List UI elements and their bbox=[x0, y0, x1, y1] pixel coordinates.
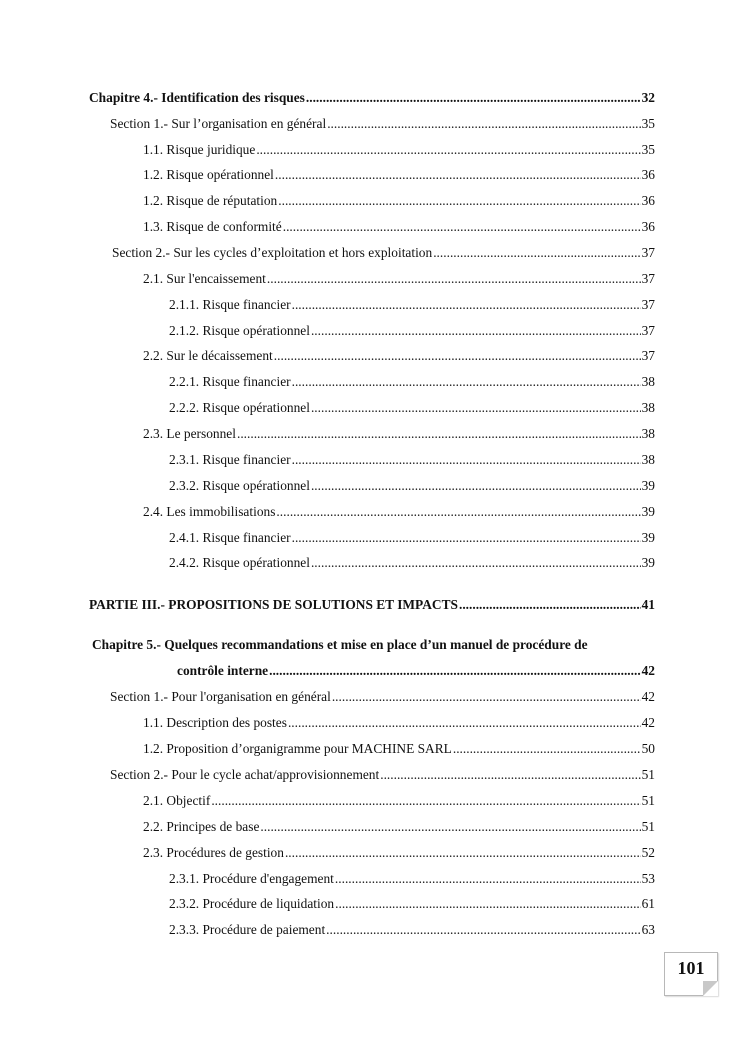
toc-entry-page: 39 bbox=[641, 555, 655, 570]
toc-leader-dots bbox=[459, 597, 641, 613]
toc-entry-subsection[interactable] bbox=[143, 271, 655, 287]
toc-leader-dots bbox=[274, 348, 641, 364]
toc-entry-chapter[interactable] bbox=[89, 90, 655, 106]
page-number-box bbox=[664, 952, 718, 996]
toc-entry-page: 39 bbox=[641, 478, 655, 493]
toc-entry-title: 1.3. Risque de conformité bbox=[143, 219, 282, 234]
toc-leader-dots bbox=[292, 452, 641, 468]
toc-leader-dots bbox=[335, 896, 640, 912]
toc-entry-title: Section 1.- Pour l'organisation en général bbox=[110, 689, 331, 704]
toc-leader-dots bbox=[433, 245, 640, 261]
toc-leader-dots bbox=[256, 142, 640, 158]
toc-entry-page: 36 bbox=[641, 193, 655, 208]
toc-entry-subsubsection[interactable] bbox=[169, 374, 655, 390]
toc-entry-page: 63 bbox=[641, 922, 655, 937]
toc-entry-subsection[interactable] bbox=[143, 219, 655, 235]
toc-entry-page: 51 bbox=[641, 767, 655, 782]
toc-entry-page: 42 bbox=[641, 663, 655, 678]
toc-entry-title: 1.2. Risque de réputation bbox=[143, 193, 278, 208]
toc-entry-page: 42 bbox=[641, 689, 655, 704]
toc-leader-dots bbox=[278, 193, 640, 209]
toc-leader-dots bbox=[267, 271, 641, 287]
toc-entry-page: 38 bbox=[641, 374, 655, 389]
toc-entry-title: 2.4.2. Risque opérationnel bbox=[169, 555, 310, 570]
toc-entry-page: 35 bbox=[641, 116, 655, 131]
toc-entry-page: 50 bbox=[641, 741, 655, 756]
toc-leader-dots bbox=[306, 90, 641, 106]
toc-entry-title: Section 1.- Sur l’organisation en général bbox=[110, 116, 327, 131]
toc-entry-title: 2.3.2. Risque opérationnel bbox=[169, 478, 310, 493]
toc-entry-page: 38 bbox=[641, 426, 655, 441]
toc-entry-page: 38 bbox=[641, 400, 655, 415]
toc-leader-dots bbox=[335, 871, 641, 887]
toc-entry-page: 51 bbox=[641, 793, 655, 808]
toc-leader-dots bbox=[285, 845, 641, 861]
toc-entry-subsection[interactable] bbox=[143, 819, 655, 835]
toc-entry-title: Section 2.- Pour le cycle achat/approvisionnement bbox=[110, 767, 380, 782]
toc-entry-chapter-line1[interactable]: Chapitre 5.- Quelques recommandations et mise en place d’un manuel de procédure de bbox=[92, 637, 588, 652]
toc-entry-subsubsection[interactable] bbox=[169, 478, 655, 494]
toc-entry-chapter[interactable] bbox=[177, 663, 655, 679]
toc-entry-page: 61 bbox=[641, 896, 655, 911]
toc-entry-page: 38 bbox=[641, 452, 655, 467]
toc-entry-subsection[interactable] bbox=[143, 142, 655, 158]
toc-entry-section[interactable] bbox=[110, 767, 655, 783]
toc-leader-dots bbox=[332, 689, 641, 705]
toc-entry-title: Chapitre 4.- Identification des risques bbox=[89, 90, 305, 105]
toc-entry-subsubsection[interactable] bbox=[169, 896, 655, 912]
toc-leader-dots bbox=[237, 426, 641, 442]
toc-entry-section[interactable] bbox=[110, 689, 655, 705]
toc-entry-subsection[interactable] bbox=[143, 348, 655, 364]
toc-leader-dots bbox=[211, 793, 640, 809]
toc-leader-dots bbox=[283, 219, 641, 235]
toc-entry-title: 2.2. Sur le décaissement bbox=[143, 348, 273, 363]
toc-entry-subsection[interactable] bbox=[143, 426, 655, 442]
toc-leader-dots bbox=[276, 504, 640, 520]
toc-entry-title: 2.1. Sur l'encaissement bbox=[143, 271, 266, 286]
toc-entry-subsection[interactable] bbox=[143, 715, 655, 731]
toc-entry-subsubsection[interactable] bbox=[169, 871, 655, 887]
toc-entry-page: 39 bbox=[641, 530, 655, 545]
toc-entry-title: 2.4. Les immobilisations bbox=[143, 504, 276, 519]
toc-leader-dots bbox=[269, 663, 641, 679]
toc-leader-dots bbox=[288, 715, 641, 731]
toc-entry-title: 2.2. Principes de base bbox=[143, 819, 260, 834]
toc-entry-page: 37 bbox=[641, 271, 655, 286]
toc-entry-section[interactable] bbox=[112, 245, 655, 261]
toc-entry-section[interactable] bbox=[110, 116, 655, 132]
toc-entry-page: 32 bbox=[641, 90, 655, 105]
toc-leader-dots bbox=[326, 922, 640, 938]
toc-entry-subsubsection[interactable] bbox=[169, 555, 655, 571]
toc-entry-subsubsection[interactable] bbox=[169, 297, 655, 313]
toc-entry-title: 2.3.3. Procédure de paiement bbox=[169, 922, 326, 937]
toc-entry-subsubsection[interactable] bbox=[169, 400, 655, 416]
page-curl-decoration bbox=[703, 981, 718, 996]
toc-entry-subsection[interactable] bbox=[143, 793, 655, 809]
toc-leader-dots bbox=[311, 323, 641, 339]
toc-entry-part[interactable] bbox=[89, 597, 655, 613]
toc-entry-page: 36 bbox=[641, 167, 655, 182]
toc-entry-subsection[interactable] bbox=[143, 741, 655, 757]
toc-leader-dots bbox=[311, 400, 641, 416]
toc-leader-dots bbox=[311, 555, 641, 571]
toc-entry-page: 36 bbox=[641, 219, 655, 234]
toc-entry-page: 39 bbox=[641, 504, 655, 519]
toc-entry-title: 2.1.2. Risque opérationnel bbox=[169, 323, 310, 338]
toc-entry-page: 52 bbox=[641, 845, 655, 860]
toc-entry-title: PARTIE III.- PROPOSITIONS DE SOLUTIONS ET IMPACTS bbox=[89, 597, 458, 612]
toc-leader-dots bbox=[380, 767, 640, 783]
toc-entry-subsubsection[interactable] bbox=[169, 323, 655, 339]
toc-entry-page: 37 bbox=[641, 348, 655, 363]
toc-entry-title: 1.1. Risque juridique bbox=[143, 142, 256, 157]
toc-entry-title: 2.2.2. Risque opérationnel bbox=[169, 400, 310, 415]
toc-entry-subsection[interactable] bbox=[143, 167, 655, 183]
toc-entry-subsection[interactable] bbox=[143, 193, 655, 209]
toc-entry-title: 1.1. Description des postes bbox=[143, 715, 287, 730]
toc-entry-title: contrôle interne bbox=[177, 663, 269, 678]
toc-entry-page: 37 bbox=[641, 297, 655, 312]
toc-entry-title: 2.1.1. Risque financier bbox=[169, 297, 291, 312]
toc-entry-title: 2.4.1. Risque financier bbox=[169, 530, 291, 545]
toc-entry-subsubsection[interactable] bbox=[169, 452, 655, 468]
toc-leader-dots bbox=[292, 374, 641, 390]
toc-entry-page: 41 bbox=[641, 597, 655, 612]
toc-entry-page: 42 bbox=[641, 715, 655, 730]
toc-entry-title: Section 2.- Sur les cycles d’exploitation et hors exploitation bbox=[112, 245, 433, 260]
toc-entry-title: 2.3.2. Procédure de liquidation bbox=[169, 896, 335, 911]
toc-entry-title: 2.3.1. Risque financier bbox=[169, 452, 291, 467]
page-number: 101 bbox=[677, 958, 705, 978]
toc-entry-subsection[interactable] bbox=[143, 845, 655, 861]
toc-leader-dots bbox=[260, 819, 640, 835]
toc-leader-dots bbox=[453, 741, 641, 757]
toc-entry-page: 53 bbox=[641, 871, 655, 886]
toc-entry-page: 51 bbox=[641, 819, 655, 834]
toc-leader-dots bbox=[292, 297, 641, 313]
toc-entry-page: 37 bbox=[641, 245, 655, 260]
toc-entry-title: 2.1. Objectif bbox=[143, 793, 211, 808]
toc-entry-title: 1.2. Proposition d’organigramme pour MACHINE SARL bbox=[143, 741, 452, 756]
toc-entry-page: 35 bbox=[641, 142, 655, 157]
toc-entry-title: 2.2.1. Risque financier bbox=[169, 374, 291, 389]
toc-entry-title: 2.3. Procédures de gestion bbox=[143, 845, 284, 860]
toc-entry-subsubsection[interactable] bbox=[169, 922, 655, 938]
toc-leader-dots bbox=[292, 530, 641, 546]
toc-leader-dots bbox=[327, 116, 640, 132]
toc-entry-title: 2.3.1. Procédure d'engagement bbox=[169, 871, 334, 886]
toc-entry-subsection[interactable] bbox=[143, 504, 655, 520]
toc-entry-subsubsection[interactable] bbox=[169, 530, 655, 546]
toc-entry-page: 37 bbox=[641, 323, 655, 338]
toc-entry-title: 1.2. Risque opérationnel bbox=[143, 167, 274, 182]
toc-leader-dots bbox=[311, 478, 641, 494]
toc-leader-dots bbox=[275, 167, 641, 183]
toc-entry-title: 2.3. Le personnel bbox=[143, 426, 236, 441]
